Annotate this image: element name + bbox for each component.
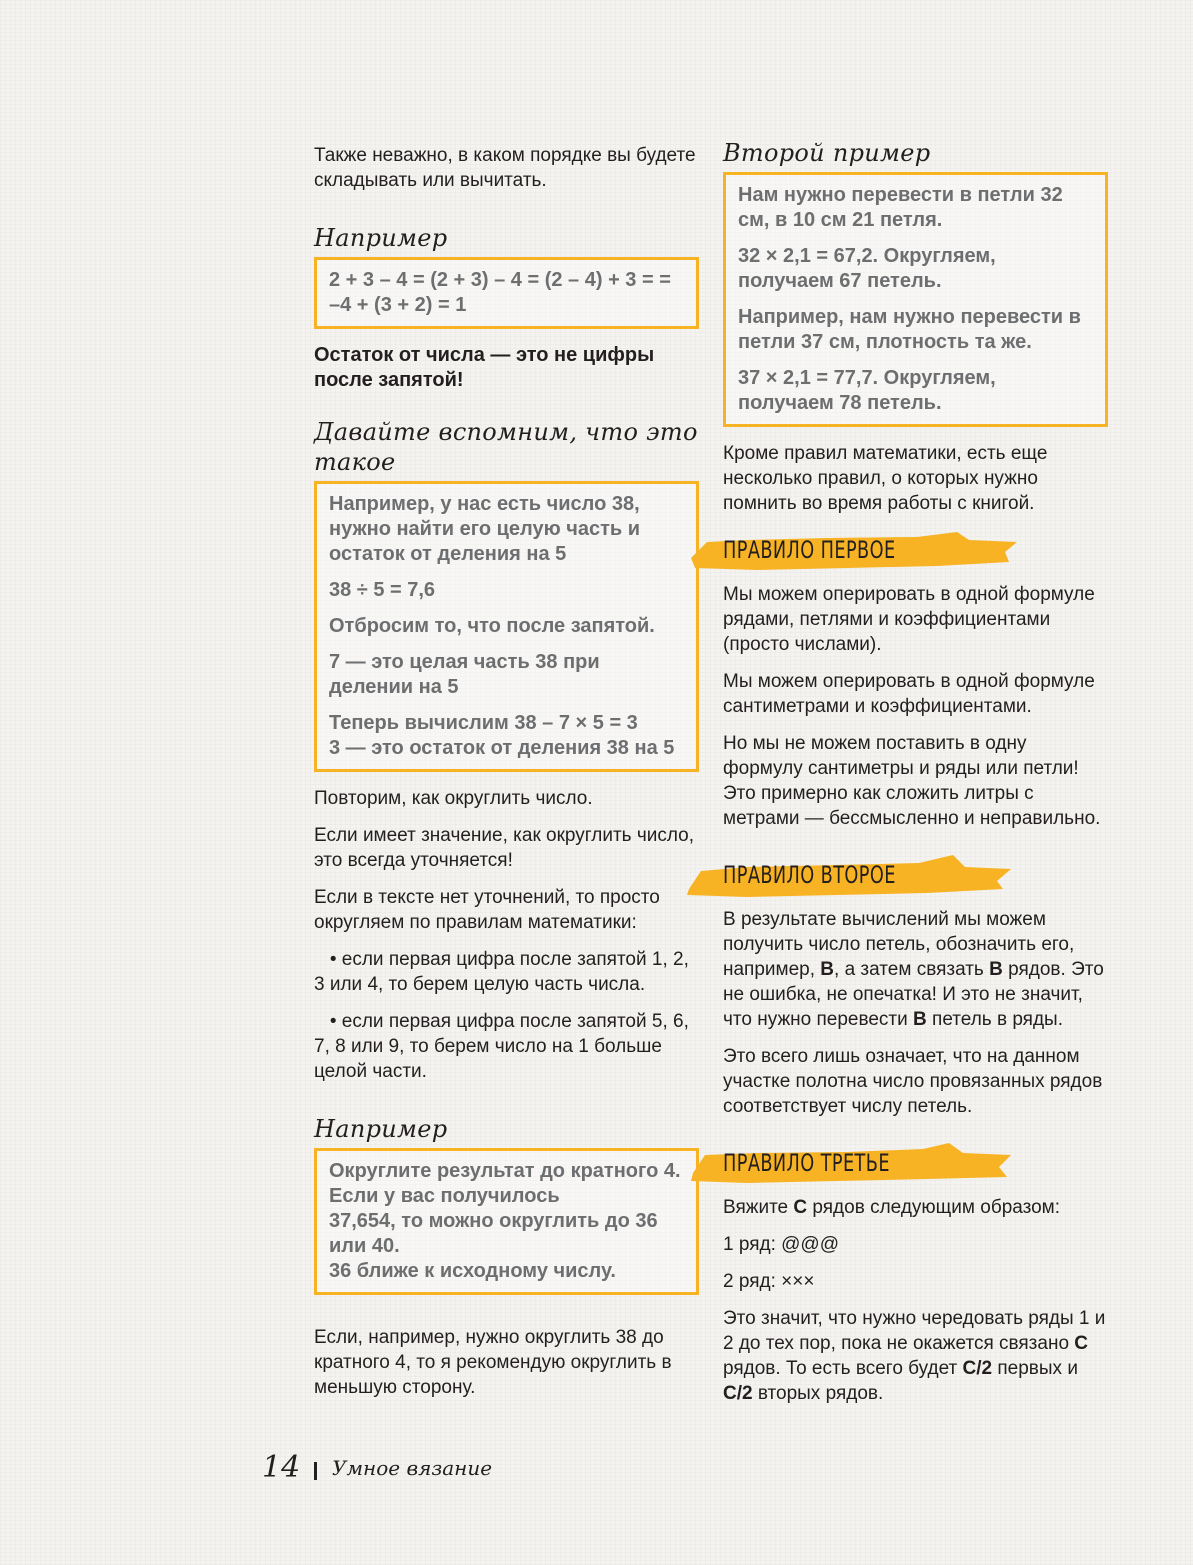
rule-1-paragraph-2: Мы можем оперировать в одной формуле сантиметрами и коэффициентами. (723, 671, 1095, 717)
variable-c: С (793, 1197, 808, 1218)
recall-box (314, 481, 699, 772)
example-box-2-line: 36 ближе к исходному числу. (329, 1260, 616, 1282)
rule-3-text: вторых рядов. (752, 1383, 884, 1404)
footer-divider (314, 1462, 317, 1480)
rule-2-paragraph-1 (723, 907, 1108, 1032)
recall-line: 38 ÷ 5 = 7,6 (329, 579, 436, 601)
bullet-item-2-text: если первая цифра после запятой 5, 6, 7, 8 или 9, то берем число на 1 больше целой части. (314, 1011, 689, 1082)
right-column (723, 138, 1108, 1418)
variable-c-half: С/2 (723, 1383, 753, 1404)
example-heading-1: Например (314, 224, 448, 252)
example-box-2-line: Если у вас получилось (329, 1185, 560, 1207)
second-example-line: Нам нужно перевести в петли 32 см, в 10 см 21 петля. (738, 184, 1063, 231)
second-example-line: 37 × 2,1 = 77,7. Округляем, получаем 78 петель. (738, 367, 996, 414)
example-box-1-line: 2 + 3 – 4 = (2 + 3) – 4 = (2 – 4) + 3 = = –4 + (3 + 2) = 1 (329, 269, 671, 316)
rule-3-banner (687, 1141, 1017, 1187)
rule-3-text: Вяжите (723, 1197, 794, 1218)
rule-1-paragraph-3: Но мы не можем поставить в одну формулу сантиметры и ряды или петли! Это примерно как сложить литры с метрами — бессмысленно и неправильно. (723, 733, 1101, 829)
rule-2-paragraph-2: Это всего лишь означает, что на данном участке полотна число провязанных рядов соответствует числу петель. (723, 1046, 1103, 1117)
rules-intro: Кроме правил математики, есть еще несколько правил, о которых нужно помнить во время работы с книгой. (723, 443, 1048, 514)
round-intro: Повторим, как округлить число. (314, 788, 593, 809)
rule-3-text: рядов следующим образом: (807, 1197, 1061, 1218)
row-2-pattern: 2 ряд: ××× (723, 1271, 815, 1292)
example-box-2-line: Округлите результат до кратного 4. (329, 1160, 681, 1182)
variable-b: В (820, 959, 835, 980)
book-title: Умное вязание (332, 1456, 493, 1480)
round-paragraph-2: Если в тексте нет уточнений, то просто округляем по правилам математики: (314, 887, 660, 933)
variable-b: В (913, 1009, 927, 1030)
recall-line: Например, у нас есть число 38, нужно найти его целую часть и остаток от деления на 5 (329, 493, 641, 565)
example-box-2-line: 37,654, то можно округлить до 36 или 40. (329, 1210, 658, 1257)
rule-1-banner (687, 528, 1017, 574)
rule-3-paragraph-1 (723, 1195, 1108, 1220)
recall-heading: Давайте вспомним, что это такое (314, 418, 698, 476)
rule-2-text: , а затем связать (834, 959, 990, 980)
rule-1-title: ПРАВИЛО ПЕРВОЕ (723, 536, 896, 564)
example-heading-2: Например (314, 1115, 448, 1143)
second-example-line: Например, нам нужно перевести в петли 37 см, плотность та же. (738, 306, 1081, 353)
second-example-box (723, 172, 1108, 427)
rule-1-paragraph-1: Мы можем оперировать в одной формуле рядами, петлями и коэффициентами (просто числами). (723, 584, 1095, 655)
recall-line: Отбросим то, что после запятой. (329, 615, 655, 637)
bullet-dot-icon: • (314, 1011, 342, 1032)
rule-2-banner (687, 853, 1017, 899)
recall-line: Теперь вычислим 38 – 7 × 5 = 3 (329, 712, 638, 734)
example-box-1 (314, 257, 699, 329)
rule-3-text: первых и (992, 1358, 1078, 1379)
outro-text: Если, например, нужно округлить 38 до кратного 4, то я рекомендую округлить в меньшую сторону. (314, 1327, 672, 1398)
rule-3-title: ПРАВИЛО ТРЕТЬЕ (723, 1149, 890, 1177)
second-example-line: 32 × 2,1 = 67,2. Округляем, получаем 67 петель. (738, 245, 996, 292)
left-column (314, 143, 699, 1400)
rule-3-text: Это значит, что нужно чередовать ряды 1 и 2 до тех пор, пока не окажется связано (723, 1308, 1106, 1354)
row-1-pattern: 1 ряд: @@@ (723, 1234, 839, 1255)
remainder-note: Остаток от числа — это не цифры после запятой! (314, 344, 655, 391)
variable-b: В (989, 959, 1003, 980)
page-number: 14 (262, 1450, 301, 1485)
rule-3-paragraph-2 (723, 1306, 1108, 1406)
bullet-dot-icon: • (314, 949, 342, 970)
rule-2-text: рядов. Это не ошибка, не опечатка! И это не значит, что нужно перевести (723, 959, 1104, 1030)
recall-line: 3 — это остаток от деления 38 на 5 (329, 737, 675, 759)
variable-c: С (1074, 1333, 1089, 1354)
recall-line: 7 — это целая часть 38 при делении на 5 (329, 651, 600, 698)
rule-2-text: петель в ряды. (926, 1009, 1063, 1030)
second-example-heading: Второй пример (723, 139, 931, 167)
variable-c-half: С/2 (962, 1358, 993, 1379)
rule-2-title: ПРАВИЛО ВТОРОЕ (723, 861, 896, 889)
bullet-item-1-text: если первая цифра после запятой 1, 2, 3 или 4, то берем целую часть числа. (314, 949, 689, 995)
round-paragraph-1: Если имеет значение, как округлить число, это всегда уточняется! (314, 825, 695, 871)
example-box-2 (314, 1148, 699, 1295)
rule-3-text: рядов. То есть всего будет (723, 1358, 963, 1379)
bullet-item-1 (314, 947, 699, 997)
intro-text: Также неважно, в каком порядке вы будете складывать или вычитать. (314, 145, 696, 191)
bullet-item-2 (314, 1009, 699, 1084)
rule-2-text: В результате вычислений мы можем получить число петель, обозначить его, например, (723, 909, 1075, 980)
